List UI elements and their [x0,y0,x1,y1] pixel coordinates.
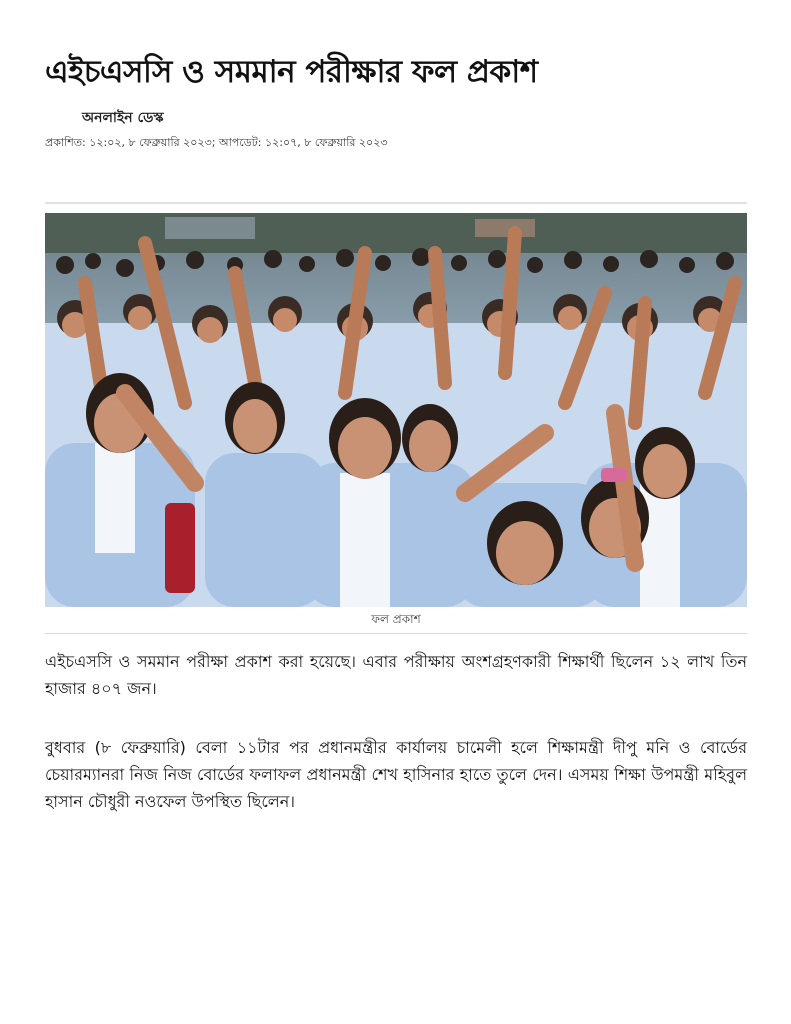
photo-caption: ফল প্রকাশ [371,612,421,626]
article-paragraph: এইচএসসি ও সমমান পরীক্ষা প্রকাশ করা হয়েছে। এবার পরীক্ষায় অংশগ্রহণকারী শিক্ষার্থী ছিলেন ১২ লাখ তিন হাজার ৪০৭ জন। [45,652,747,698]
article-headline: এইচএসসি ও সমমান পরীক্ষার ফল প্রকাশ [45,54,538,90]
caption-divider [45,633,747,634]
article-photo [45,213,747,607]
header-divider [45,202,747,204]
article-author[interactable]: অনলাইন ডেস্ক [82,110,164,126]
article-paragraph: বুধবার (৮ ফেব্রুয়ারি) বেলা ১১টার পর প্রধানমন্ত্রীর কার্যালয় চামেলী হলে শিক্ষামন্ত্রী দীপু মনি ও বোর্ডের চেয়ারম্যানরা নিজ নিজ বোর্ডের ফলাফল প্রধানমন্ত্রী শেখ হাসিনার হাতে তুলে দেন। এসময় শিক্ষা উপমন্ত্রী মহিবুল হাসান চৌধুরী নওফেল উপস্থিত ছিলেন। [45,738,747,811]
publish-timestamp: প্রকাশিত: ১২:০২, ৮ ফেব্রুয়ারি ২০২৩; আপডেট: ১২:০৭, ৮ ফেব্রুয়ারি ২০২৩ [45,136,388,149]
